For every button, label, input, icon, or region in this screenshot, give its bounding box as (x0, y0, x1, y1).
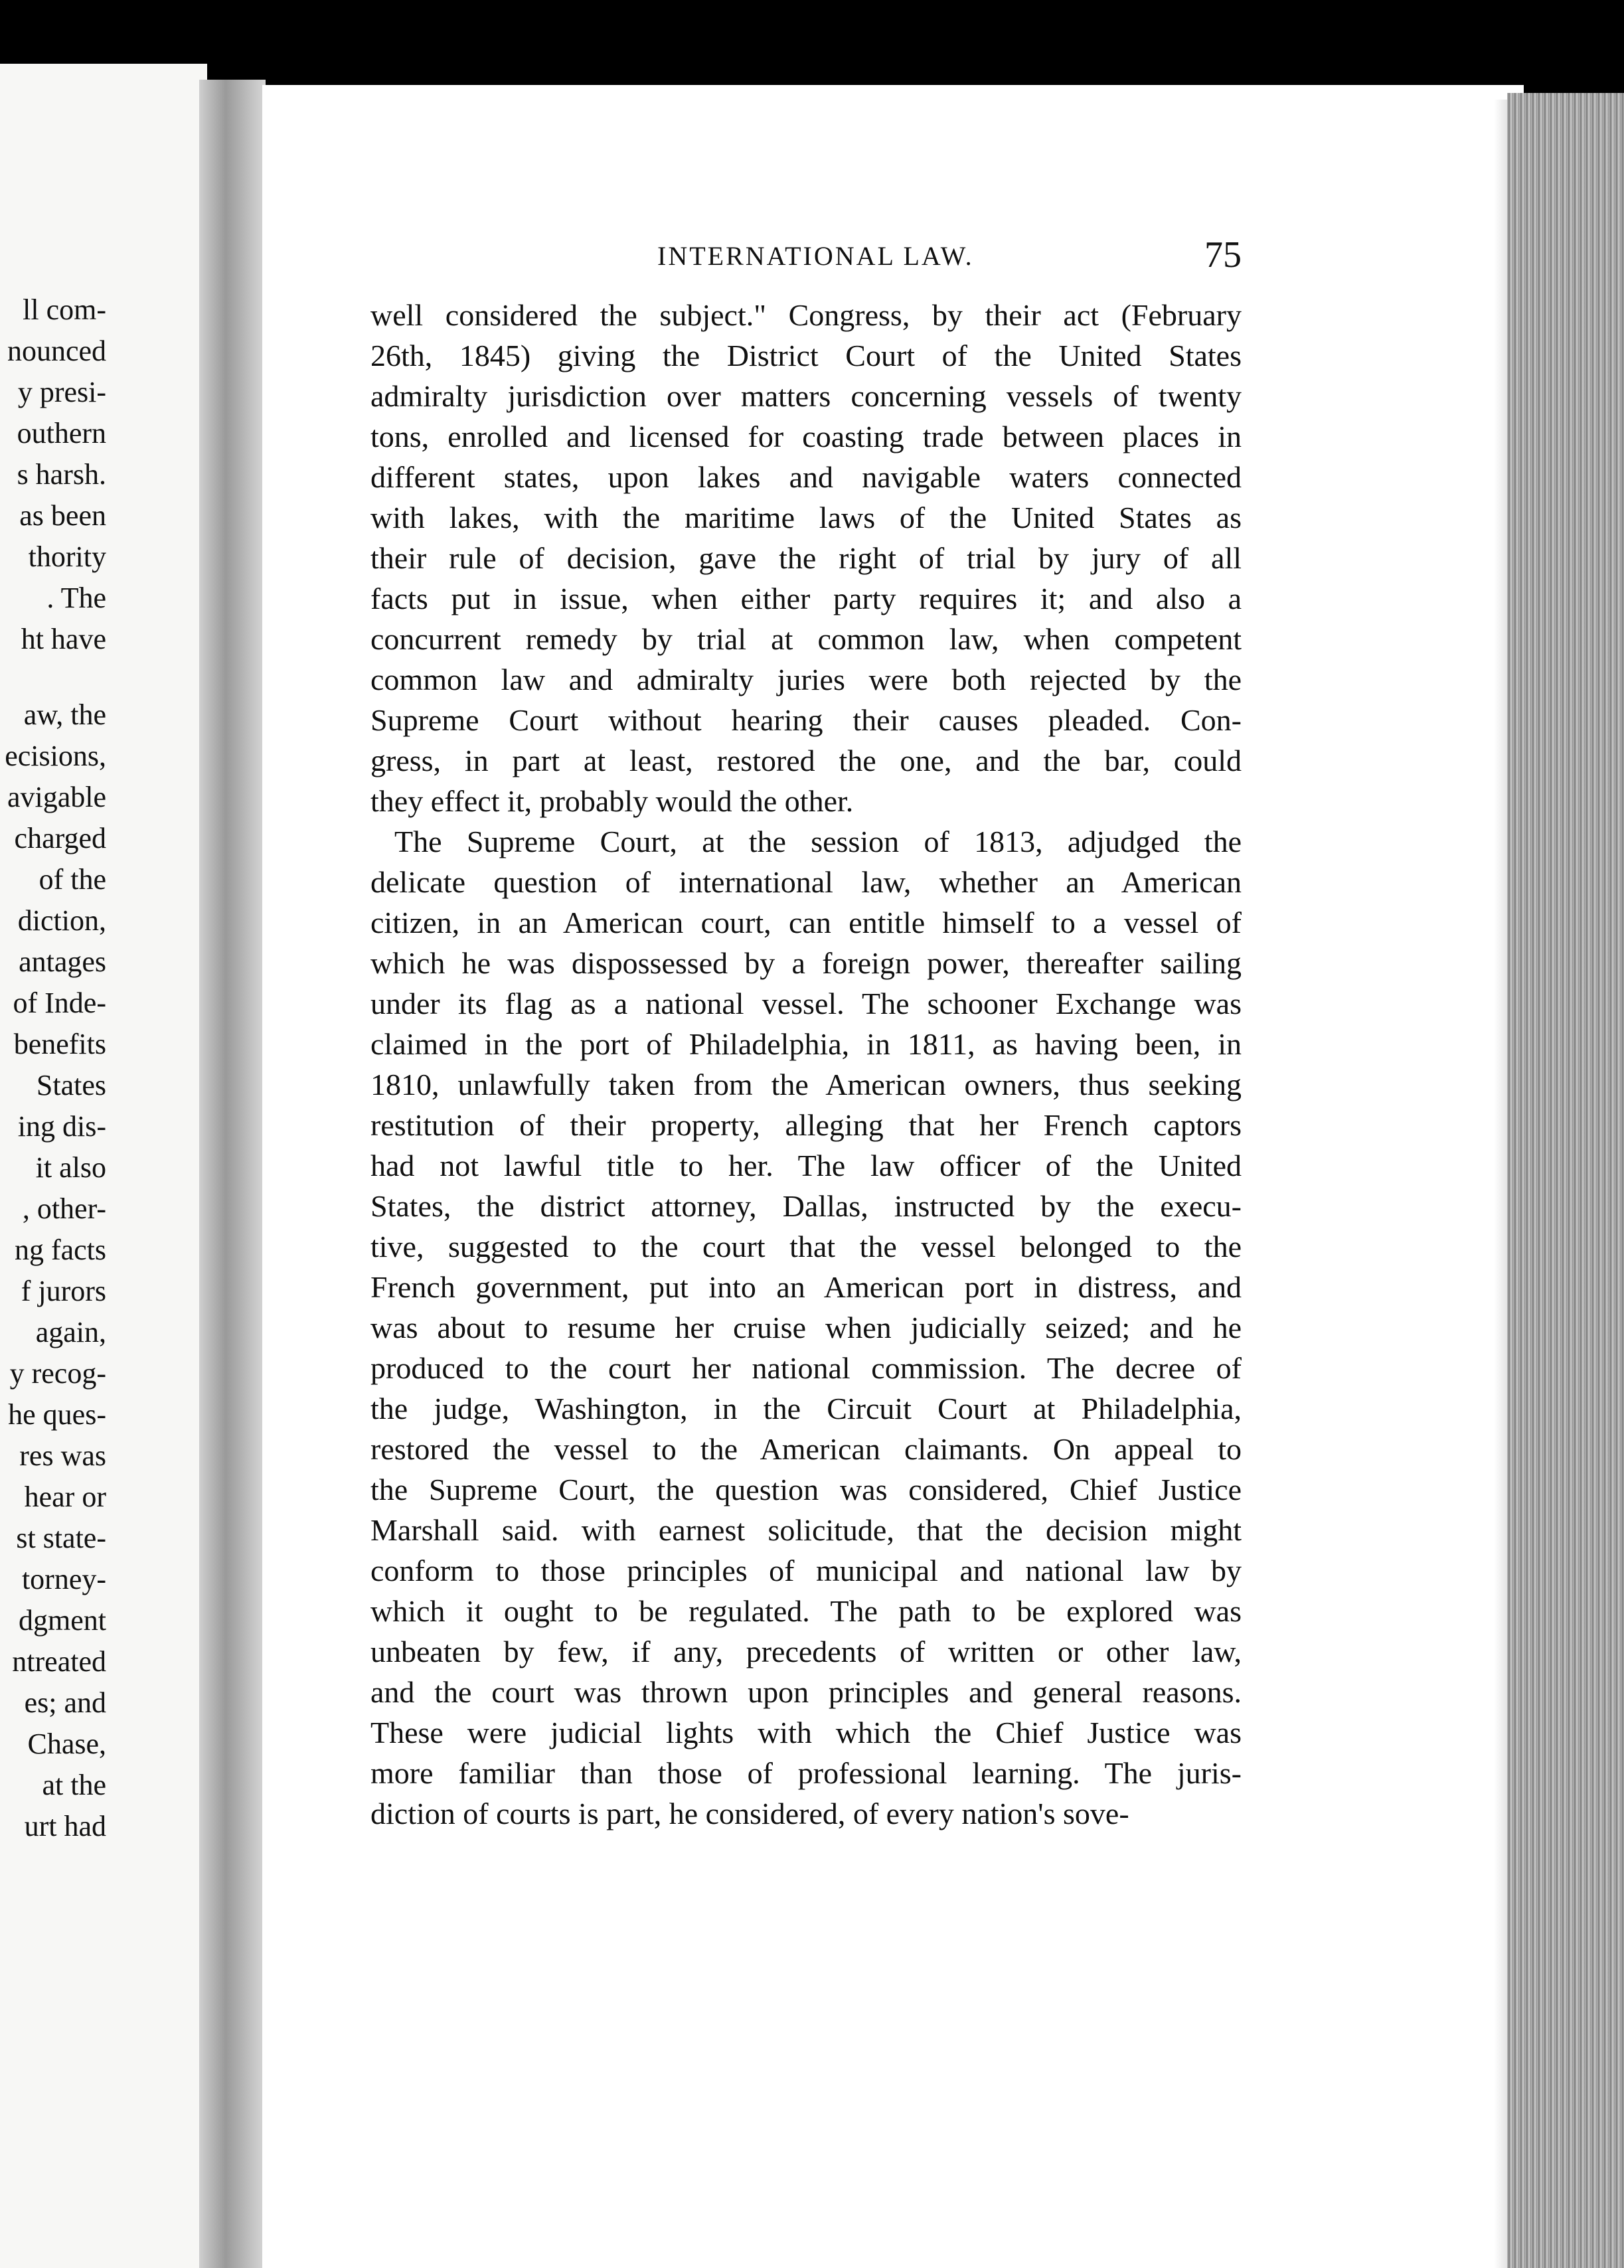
text-line: 26th, 1845) giving the District Court of the United States (370, 339, 1242, 372)
text-line: admiralty jurisdiction over matters concerning vessels of twenty (370, 379, 1242, 413)
text-line: more familiar than those of professional learning. The juris- (370, 1756, 1242, 1790)
facing-page-line: again, (35, 1316, 106, 1348)
text-line: produced to the court her national commission. The decree of (370, 1351, 1242, 1385)
text-line: tons, enrolled and licensed for coasting trade between places in (370, 420, 1242, 453)
running-header (657, 234, 1242, 280)
text-line: citizen, in an American court, can entitle himself to a vessel of (370, 906, 1242, 939)
facing-page-line: y presi- (17, 376, 106, 408)
facing-page-line: States (36, 1069, 106, 1101)
text-line: French government, put into an American port in distress, and (370, 1270, 1242, 1304)
facing-page-line: hear or (24, 1481, 106, 1513)
text-line: Supreme Court without hearing their causes pleaded. Con- (370, 703, 1242, 737)
book-gutter (199, 80, 266, 2268)
text-line: gress, in part at least, restored the one, and the bar, could (370, 744, 1242, 777)
facing-page-line: as been (19, 499, 106, 532)
facing-page-line: , other- (22, 1192, 106, 1225)
text-line: common law and admiralty juries were both rejected by the (370, 663, 1242, 696)
running-head: INTERNATIONAL LAW. (657, 241, 974, 271)
text-line: conform to those principles of municipal and national law by (370, 1554, 1242, 1587)
facing-page-line: ing dis- (17, 1110, 106, 1143)
facing-page-line: urt had (24, 1810, 106, 1842)
facing-page-line: . The (46, 582, 106, 614)
text-line: their rule of decision, gave the right of trial by jury of all (370, 541, 1242, 575)
facing-page-line: it also (35, 1151, 106, 1184)
facing-page-line: at the (42, 1769, 106, 1801)
text-line: well considered the subject." Congress, by their act (February (370, 298, 1242, 332)
text-line: restitution of their property, alleging that her French captors (370, 1108, 1242, 1142)
facing-page-line: res was (19, 1439, 106, 1472)
facing-page-line: antages (19, 945, 106, 978)
text-line: States, the district attorney, Dallas, instructed by the execu- (370, 1189, 1242, 1223)
facing-page-line: aw, the (23, 698, 106, 731)
text-line: and the court was thrown upon principles and general reasons. (370, 1675, 1242, 1709)
text-line: 1810, unlawfully taken from the American owners, thus seeking (370, 1068, 1242, 1101)
facing-page-line: ng facts (14, 1234, 106, 1266)
facing-page-line: outhern (17, 417, 106, 449)
text-line: facts put in issue, when either party requires it; and also a (370, 582, 1242, 615)
text-line: claimed in the port of Philadelphia, in 1811, as having been, in (370, 1027, 1242, 1061)
text-line: was about to resume her cruise when judicially seized; and he (370, 1311, 1242, 1344)
facing-page-line: thority (28, 540, 106, 573)
facing-page-line: ht have (21, 623, 106, 655)
body-text (370, 295, 1242, 1834)
text-line: which it ought to be regulated. The path to be explored was (370, 1594, 1242, 1628)
facing-page-line: diction, (17, 904, 106, 937)
text-line: which he was dispossessed by a foreign power, thereafter sailing (370, 946, 1242, 980)
page-number: 75 (1204, 234, 1242, 276)
text-line: unbeaten by few, if any, precedents of written or other law, (370, 1635, 1242, 1668)
text-line: The Supreme Court, at the session of 1813, adjudged the (394, 825, 1242, 858)
text-line: they effect it, probably would the other. (370, 784, 854, 818)
facing-page-line: nounced (7, 335, 106, 367)
text-line: concurrent remedy by trial at common law, when competent (370, 622, 1242, 656)
facing-page-line: f jurors (21, 1275, 106, 1307)
page-stack-edge (1507, 93, 1624, 2268)
facing-page-line: torney- (21, 1563, 106, 1595)
facing-page-line: benefits (13, 1028, 106, 1060)
facing-page-line: ecisions, (5, 740, 106, 772)
text-line: under its flag as a national vessel. The schooner Exchange was (370, 987, 1242, 1020)
facing-page-line: of Inde- (13, 987, 106, 1019)
text-line: restored the vessel to the American claimants. On appeal to (370, 1432, 1242, 1466)
facing-page-line: s harsh. (17, 458, 106, 491)
facing-page-line: es; and (24, 1686, 106, 1719)
facing-page-line: charged (14, 822, 106, 854)
facing-page-line: dgment (19, 1604, 106, 1637)
text-line: delicate question of international law, whether an American (370, 865, 1242, 899)
facing-page-line: st state- (16, 1522, 106, 1554)
facing-page-line: Chase, (27, 1728, 106, 1760)
text-line: with lakes, with the maritime laws of the United States as (370, 501, 1242, 534)
scan-top-border (0, 0, 1624, 64)
facing-page-line: ll com- (23, 293, 106, 326)
text-line: the Supreme Court, the question was considered, Chief Justice (370, 1473, 1242, 1506)
facing-page-line: avigable (7, 781, 106, 813)
text-line: the judge, Washington, in the Circuit Court at Philadelphia, (370, 1392, 1242, 1425)
facing-page-line: of the (39, 863, 106, 896)
text-line: Marshall said. with earnest solicitude, that the decision might (370, 1513, 1242, 1547)
text-line: different states, upon lakes and navigable waters connected (370, 460, 1242, 494)
text-line: These were judicial lights with which the Chief Justice was (370, 1716, 1242, 1749)
text-line: had not lawful title to her. The law officer of the United (370, 1149, 1242, 1182)
text-line: diction of courts is part, he considered, of every nation's sove- (370, 1797, 1129, 1830)
facing-page-line: he ques- (8, 1398, 106, 1431)
facing-page-line: y recog- (9, 1357, 106, 1390)
text-line: tive, suggested to the court that the vessel belonged to the (370, 1230, 1242, 1263)
facing-page-text (0, 289, 106, 1847)
facing-page-gap (0, 660, 106, 694)
facing-page-line: ntreated (12, 1645, 106, 1678)
